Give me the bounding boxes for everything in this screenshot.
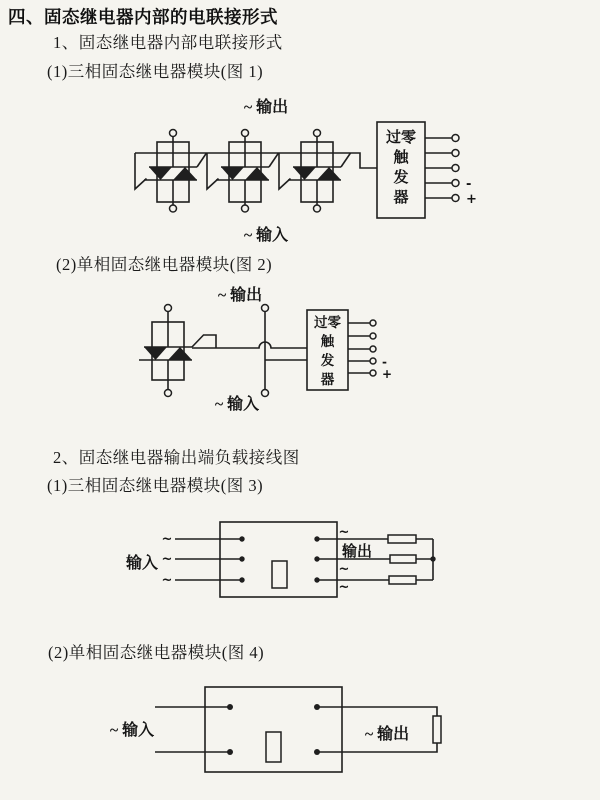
load-resistor-2 — [390, 555, 416, 563]
fig4-inner-element — [266, 732, 281, 762]
plus-label: + — [382, 367, 393, 381]
trigger-text-row4: 器 — [393, 190, 409, 206]
fig4-input-lines — [155, 704, 233, 755]
load-resistor — [433, 716, 441, 743]
fig1-input-label: ~ 输入 — [243, 227, 289, 244]
trigger-text-row3: 发 — [393, 170, 409, 186]
fig1-ssr-modules — [135, 130, 351, 213]
ssr-module-phase3 — [279, 130, 351, 213]
fig2-output-label: ~ 输出 — [217, 287, 263, 304]
fig1-output-label: ~ 输出 — [243, 99, 289, 116]
load-resistor-1 — [388, 535, 416, 543]
fig3-input-label: 输入 — [125, 555, 159, 572]
fig3-output-ac-marks — [339, 525, 350, 595]
figure-3-circuit — [0, 510, 600, 610]
fig2-input-label: ~ 输入 — [214, 396, 260, 413]
fig2-wire-hop — [192, 342, 307, 348]
trigger-text-row4: 器 — [320, 372, 335, 387]
ac-tilde: ~ — [338, 562, 350, 577]
fig3-output-lines-and-loads — [314, 535, 435, 584]
fig1-gate-bus-wire — [135, 153, 377, 168]
junction-dot — [430, 556, 435, 561]
fig3-inner-element — [272, 561, 287, 588]
caption-figure-1: (1)三相固态继电器模块(图 1) — [47, 62, 264, 81]
figure-1-circuit — [0, 95, 600, 255]
ac-tilde: ~ — [161, 532, 173, 547]
load-resistor-3 — [389, 576, 416, 584]
trigger-text-row2: 触 — [393, 150, 409, 166]
figure-4-circuit — [0, 680, 600, 798]
caption-figure-4: (2)单相固态继电器模块(图 4) — [48, 643, 265, 662]
minus-label: - — [466, 177, 472, 192]
trigger-text-row1: 过零 — [314, 315, 341, 330]
ac-tilde: ~ — [338, 580, 350, 595]
figure-2-circuit — [0, 285, 600, 425]
trigger-text-row1: 过零 — [385, 130, 417, 146]
plus-label: + — [466, 192, 477, 207]
fig2-zero-cross-trigger — [307, 310, 392, 390]
ssr-module-phase1 — [135, 130, 207, 213]
ssr-module-phase2 — [207, 130, 279, 213]
fig4-input-label: ~ 输入 — [109, 722, 155, 739]
fig3-input-ac-marks — [162, 532, 173, 588]
caption-figure-3: (1)三相固态继电器模块(图 3) — [47, 476, 264, 495]
caption-figure-2: (2)单相固态继电器模块(图 2) — [56, 255, 273, 274]
heading-section-2: 2、固态继电器输出端负载接线图 — [53, 448, 300, 467]
fig2-output-terminal-line — [262, 305, 269, 397]
ac-tilde: ~ — [161, 552, 173, 567]
fig1-zero-cross-trigger — [377, 122, 477, 218]
fig2-ssr-module — [139, 305, 216, 397]
trigger-text-row3: 发 — [320, 353, 335, 368]
page-title: 四、固态继电器内部的电联接形式 — [8, 7, 278, 27]
minus-label: - — [382, 355, 387, 369]
trigger-text-row2: 触 — [320, 334, 335, 349]
heading-section-1: 1、固态继电器内部电联接形式 — [53, 33, 283, 52]
trigger-terminals — [425, 135, 459, 202]
trigger-terminals — [348, 320, 376, 376]
fig4-module-box — [205, 687, 342, 772]
ac-tilde: ~ — [338, 525, 350, 540]
ac-tilde: ~ — [161, 573, 173, 588]
fig4-output-label: ~ 输出 — [364, 726, 410, 743]
fig3-input-lines — [175, 536, 245, 582]
fig3-output-label: 输出 — [342, 544, 373, 560]
fig2-gate-loop — [192, 335, 216, 348]
